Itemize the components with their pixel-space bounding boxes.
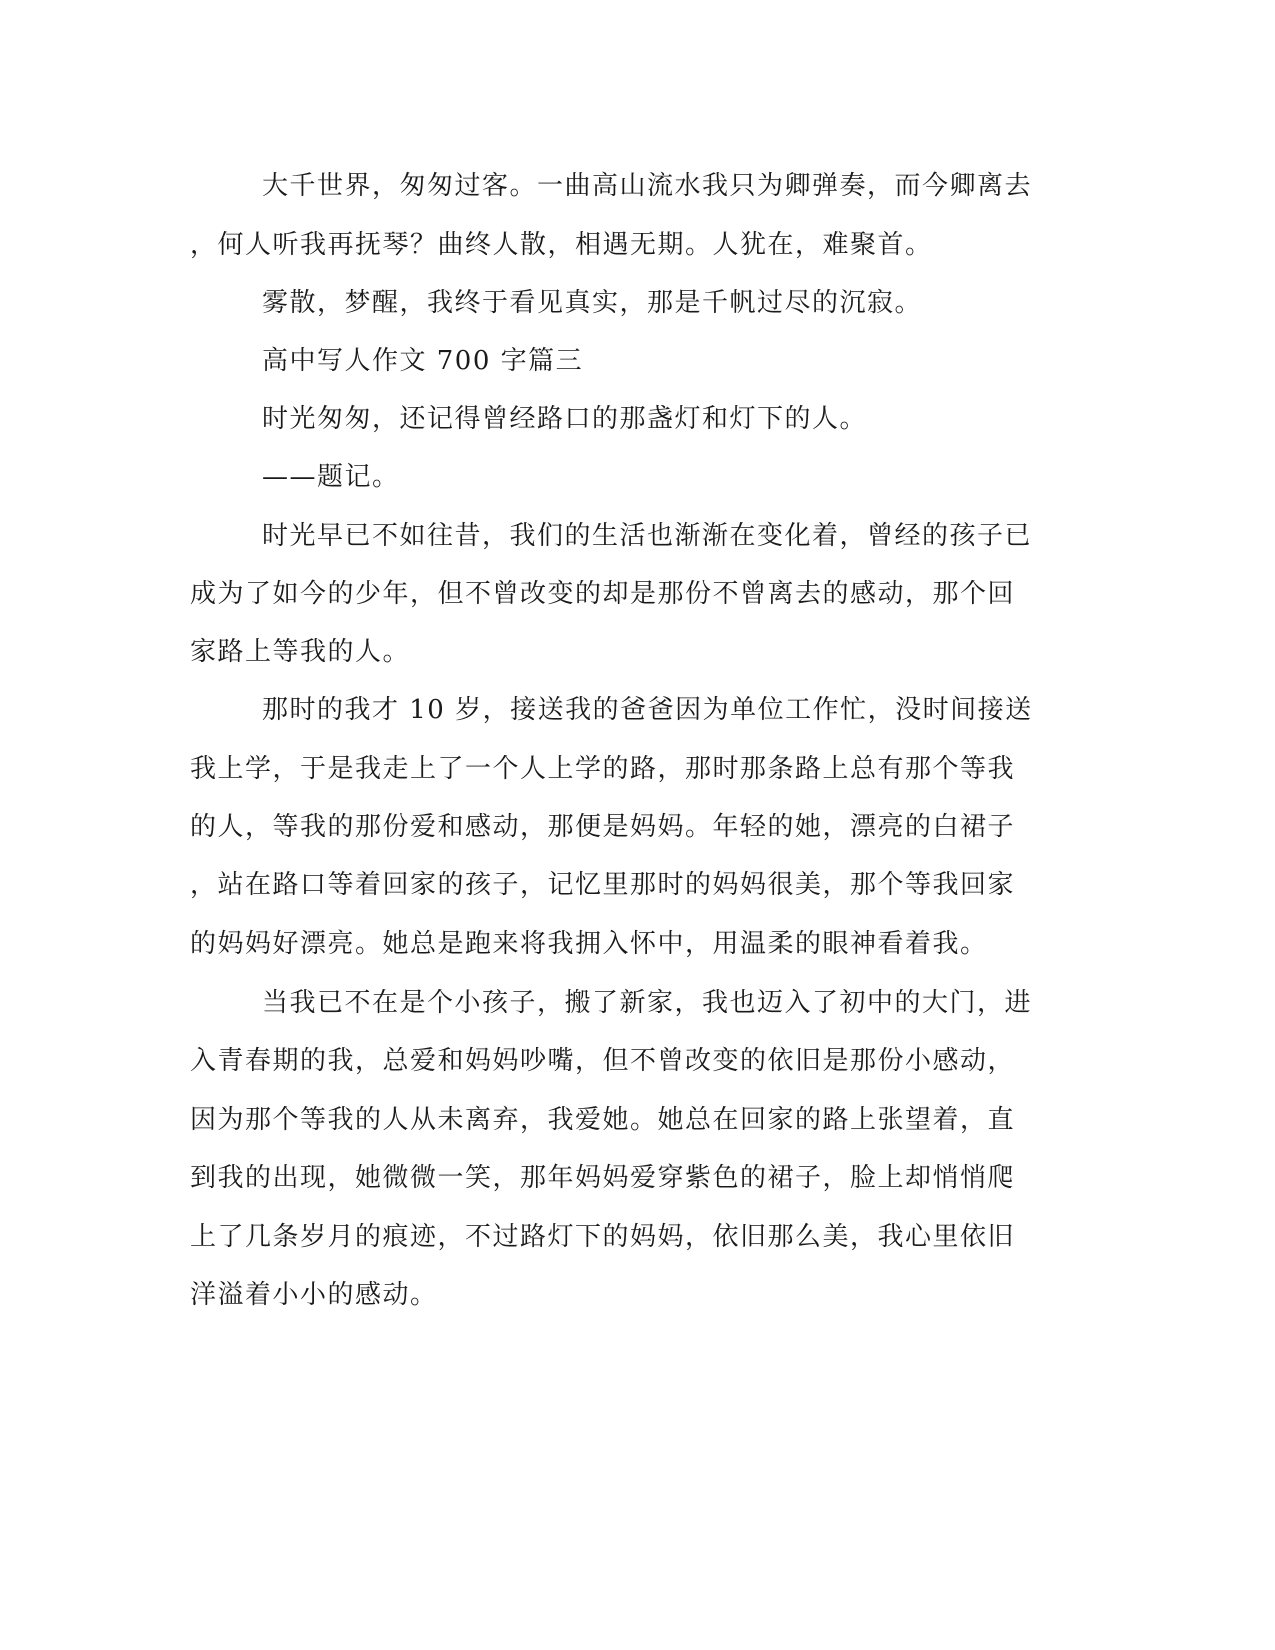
text-line: 因为那个等我的人从未离弃，我爱她。她总在回家的路上张望着，直 <box>190 1105 1016 1135</box>
text-line: 洋溢着小小的感动。 <box>190 1280 438 1310</box>
text-line: 我上学，于是我走上了一个人上学的路，那时那条路上总有那个等我 <box>190 754 1016 784</box>
epigraph-attribution: ——题记。 <box>262 462 400 492</box>
text-line: ，站在路口等着回家的孩子，记忆里那时的妈妈很美，那个等我回家 <box>190 870 1016 900</box>
section-heading: 高中写人作文 700 字篇三 <box>262 346 584 376</box>
text-line: 家路上等我的人。 <box>190 637 411 667</box>
text-line: 的人，等我的那份爱和感动，那便是妈妈。年轻的她，漂亮的白裙子 <box>190 812 1016 842</box>
text-line: 上了几条岁月的痕迹，不过路灯下的妈妈，依旧那么美，我心里依旧 <box>190 1222 1016 1252</box>
text-line: 入青春期的我，总爱和妈妈吵嘴，但不曾改变的依旧是那份小感动， <box>190 1046 1016 1076</box>
text-line: 当我已不在是个小孩子，搬了新家，我也迈入了初中的大门，进 <box>262 988 1033 1018</box>
text-line: ，何人听我再抚琴？曲终人散，相遇无期。人犹在，难聚首。 <box>190 230 933 260</box>
text-line: 成为了如今的少年，但不曾改变的却是那份不曾离去的感动，那个回 <box>190 579 1016 609</box>
text-line: 时光早已不如往昔，我们的生活也渐渐在变化着，曾经的孩子已 <box>262 521 1033 551</box>
text-line: 的妈妈好漂亮。她总是跑来将我拥入怀中，用温柔的眼神看着我。 <box>190 929 988 959</box>
text-line: 雾散，梦醒，我终于看见真实，那是千帆过尽的沉寂。 <box>262 288 923 318</box>
text-line: 到我的出现，她微微一笑，那年妈妈爱穿紫色的裙子，脸上却悄悄爬 <box>190 1163 1016 1193</box>
text-line: 大千世界，匆匆过客。一曲高山流水我只为卿弹奏，而今卿离去 <box>262 171 1033 201</box>
epigraph-line: 时光匆匆，还记得曾经路口的那盏灯和灯下的人。 <box>262 404 868 434</box>
text-line: 那时的我才 10 岁，接送我的爸爸因为单位工作忙，没时间接送 <box>262 695 1033 725</box>
